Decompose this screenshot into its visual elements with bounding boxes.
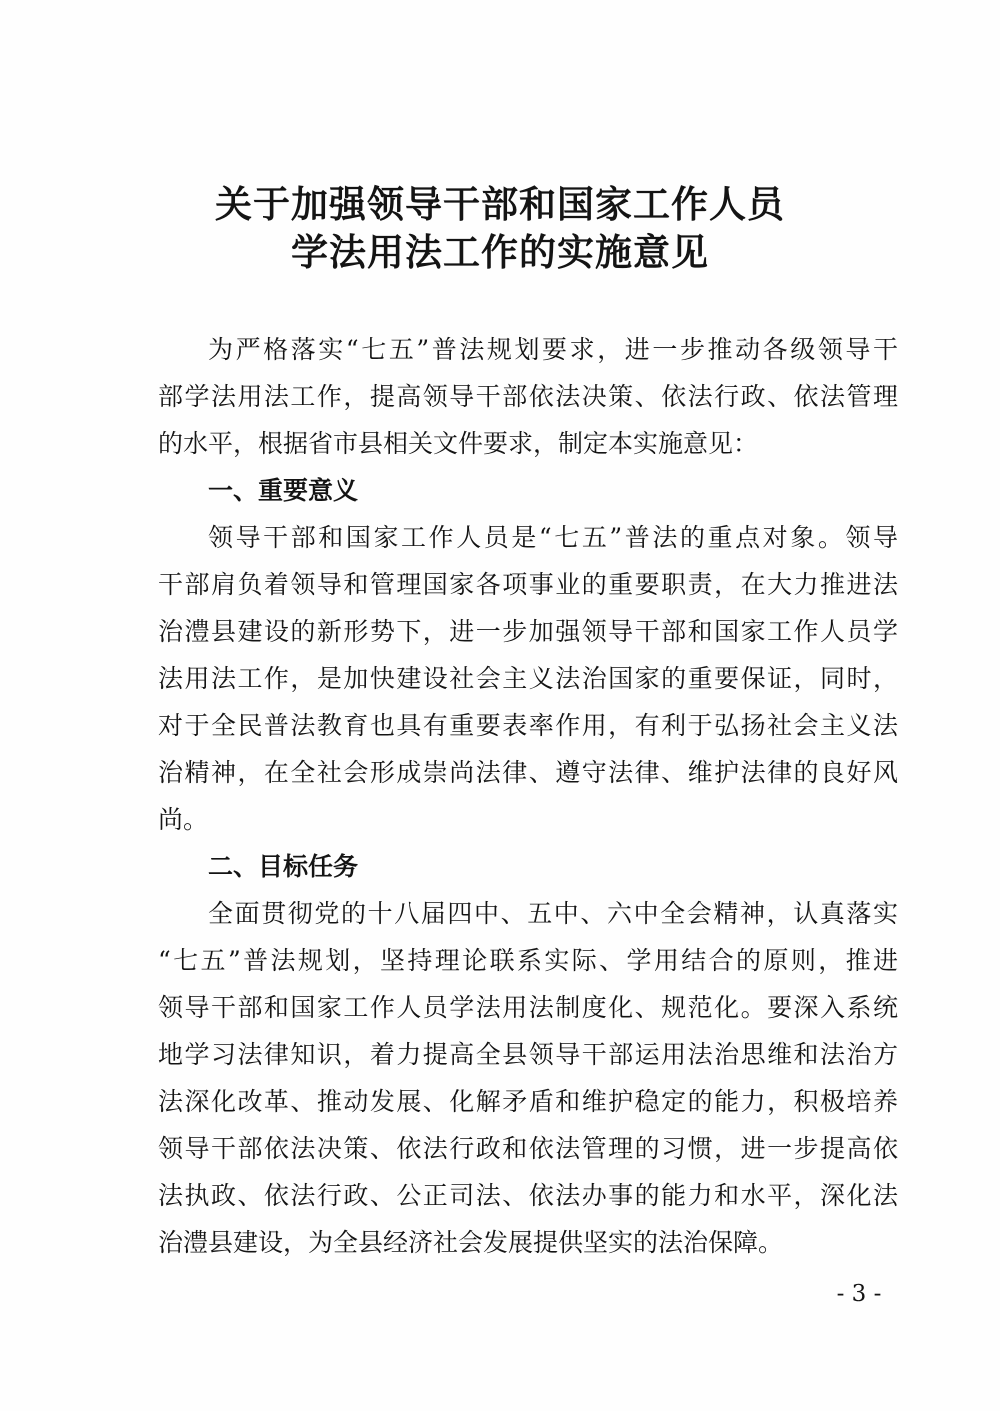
section-2-line: 法执政、依法行政、公正司法、依法办事的能力和水平，深化法 (158, 1181, 898, 1210)
intro-line: 部学法用法工作，提高领导干部依法决策、依法行政、依法管理 (158, 382, 898, 411)
section-2-line: 全面贯彻党的十八届四中、五中、六中全会精神，认真落实 (208, 899, 898, 928)
section-1-line: 尚。 (158, 805, 209, 834)
section-1-line: 治澧县建设的新形势下，进一步加强领导干部和国家工作人员学 (158, 617, 898, 646)
section-1-line: 治精神，在全社会形成崇尚法律、遵守法律、维护法律的良好风 (158, 758, 898, 787)
intro-line: 的水平，根据省市县相关文件要求，制定本实施意见： (158, 429, 759, 458)
section-2-line: 领导干部和国家工作人员学法用法制度化、规范化。要深入系统 (158, 993, 898, 1022)
section-1-line: 干部肩负着领导和管理国家各项事业的重要职责，在大力推进法 (158, 570, 898, 599)
section-2-line: 领导干部依法决策、依法行政和依法管理的习惯，进一步提高依 (158, 1134, 898, 1163)
intro-line: 为严格落实“七五”普法规划要求，进一步推动各级领导干 (208, 335, 898, 364)
section-2-line: 法深化改革、推动发展、化解矛盾和维护稳定的能力，积极培养 (158, 1087, 898, 1116)
section-2-line: 治澧县建设，为全县经济社会发展提供坚实的法治保障。 (158, 1228, 784, 1257)
section-2-heading: 二、目标任务 (208, 852, 359, 881)
section-1-heading: 一、重要意义 (208, 476, 359, 505)
document-body (158, 326, 898, 1266)
document-title-line-2: 学法用法工作的实施意见 (291, 231, 709, 274)
section-1-line: 对于全民普法教育也具有重要表率作用，有利于弘扬社会主义法 (158, 711, 898, 740)
section-1-line: 法用法工作，是加快建设社会主义法治国家的重要保证，同时， (158, 664, 898, 693)
section-2-line: “七五”普法规划，坚持理论联系实际、学用结合的原则，推进 (158, 946, 898, 975)
page-number: - 3 - (836, 1281, 882, 1307)
section-2-line: 地学习法律知识，着力提高全县领导干部运用法治思维和法治方 (158, 1040, 898, 1069)
document-title-line-1: 关于加强领导干部和国家工作人员 (215, 183, 785, 226)
section-1-line: 领导干部和国家工作人员是“七五”普法的重点对象。领导 (208, 523, 898, 552)
